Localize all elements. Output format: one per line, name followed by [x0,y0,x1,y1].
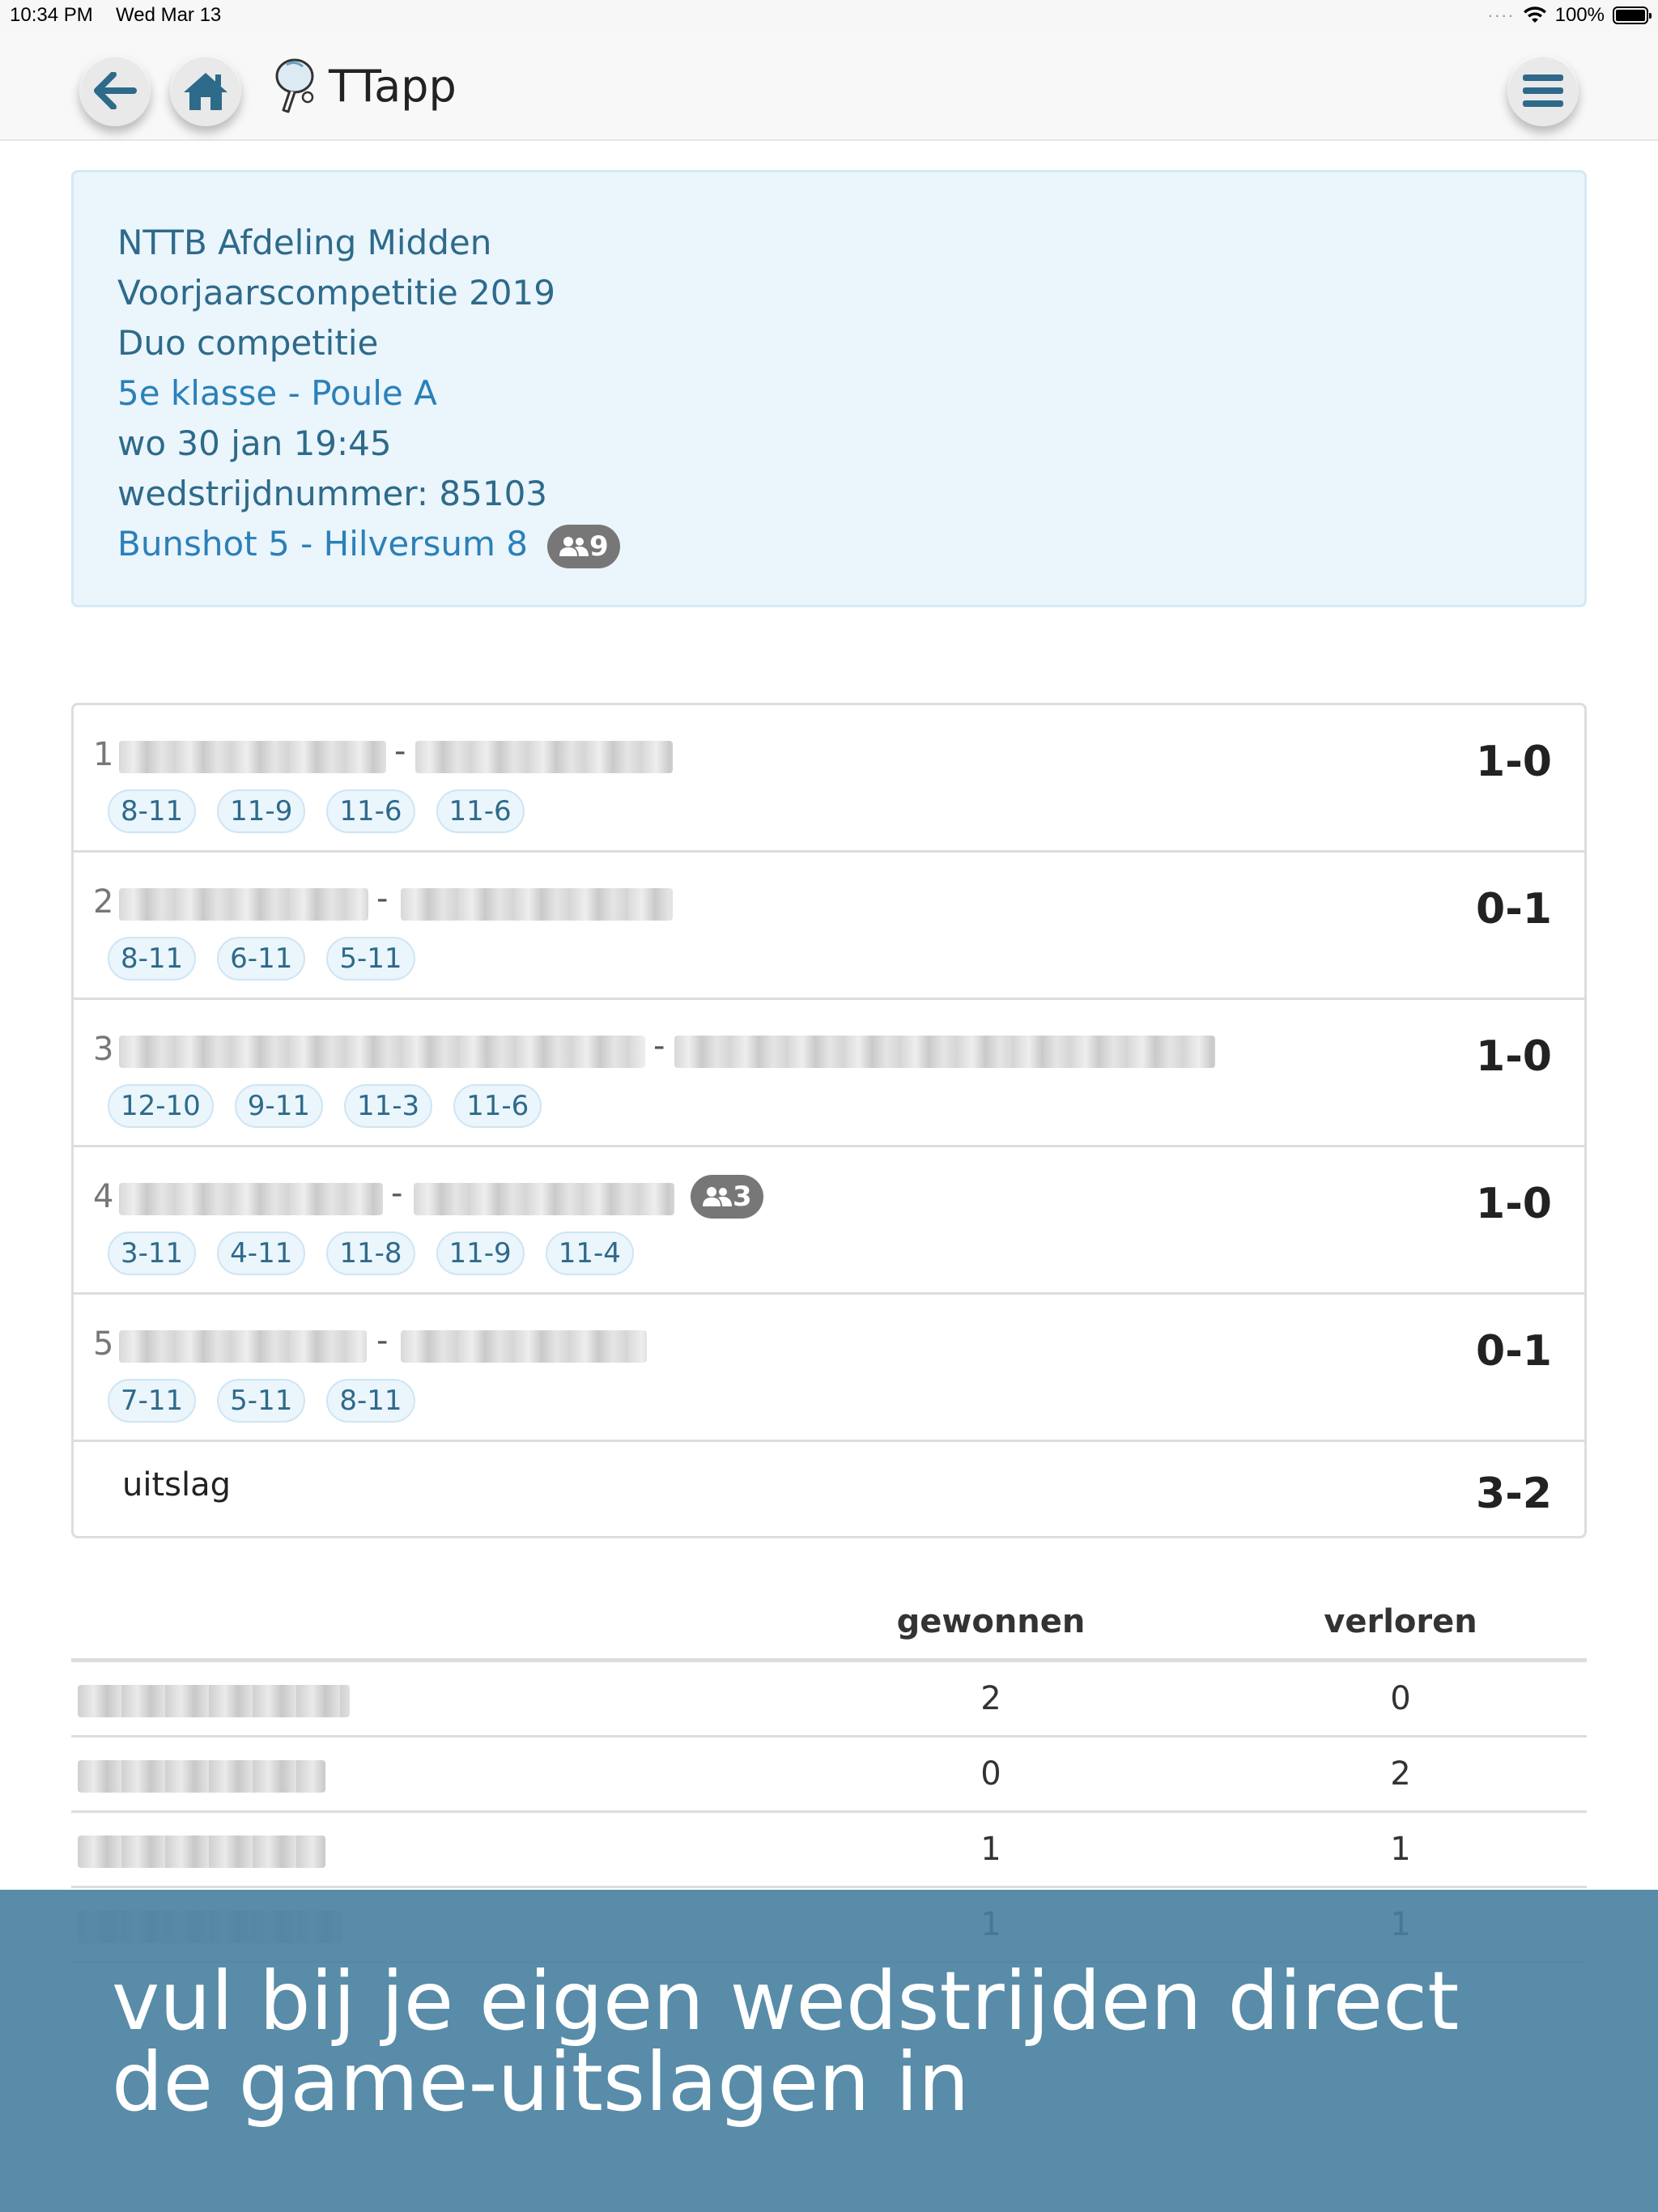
set-score[interactable]: 5-11 [217,1379,305,1423]
status-bar [0,0,1658,32]
vs-dash: - [391,1175,403,1212]
away-player-name [401,1330,647,1363]
status-right [1487,4,1648,27]
users-icon [702,1185,733,1208]
game-score: 1-0 [1476,1180,1552,1228]
set-scores [108,1231,634,1275]
set-scores [108,1084,542,1128]
games-list [71,703,1587,1538]
vs-dash: - [376,880,389,917]
result-score: 3-2 [1476,1470,1552,1518]
game-score: 1-0 [1476,1032,1552,1081]
lost-column-header: verloren [1324,1603,1477,1640]
game-row[interactable] [74,705,1584,853]
app-title: TTapp [329,60,457,112]
game-number: 1 [93,736,114,773]
set-score[interactable]: 11-6 [326,789,414,833]
set-score[interactable]: 11-6 [436,789,525,833]
brand[interactable] [272,57,457,115]
set-score[interactable]: 7-11 [108,1379,196,1423]
vs-dash: - [653,1027,665,1065]
won-count: 2 [980,1680,1001,1717]
team-badge-count: 9 [589,530,609,563]
home-icon [181,70,230,112]
set-score[interactable]: 11-9 [217,789,305,833]
competition-type: Duo competitie [117,323,379,363]
result-label: uitslag [122,1466,232,1504]
hamburger-icon [1523,73,1563,108]
set-score[interactable]: 4-11 [217,1231,305,1275]
users-icon [559,535,589,558]
home-player-name [119,741,386,773]
teams-link[interactable]: Bunshot 5 - Hilversum 8 [117,524,529,564]
set-scores [108,1379,415,1423]
won-column-header: gewonnen [896,1603,1086,1640]
set-score[interactable]: 5-11 [326,937,414,981]
set-score[interactable]: 11-4 [546,1231,634,1275]
teams-line [117,519,1584,569]
set-score[interactable]: 8-11 [326,1379,414,1423]
battery-icon [1613,6,1648,24]
game-row[interactable] [74,1000,1584,1147]
table-row [71,1662,1587,1738]
away-player-name [415,741,673,773]
home-player-name [119,1330,367,1363]
game-players-badge[interactable] [691,1175,763,1219]
caption-banner [0,1890,1658,2212]
stats-header [71,1587,1587,1662]
game-row[interactable] [74,853,1584,1000]
lost-count: 2 [1390,1755,1411,1793]
back-button[interactable] [79,55,151,126]
signal-icon: ···· [1487,5,1515,25]
caption-text: vul bij je eigen wedstrijden direct de game-uitslagen in [112,1954,1460,2129]
player-name [78,1760,325,1793]
table-row [71,1813,1587,1888]
won-count: 1 [980,1831,1001,1868]
set-score[interactable]: 11-6 [453,1084,542,1128]
match-info-panel [71,170,1587,607]
set-score[interactable]: 8-11 [108,937,196,981]
vs-dash: - [394,733,406,770]
away-player-name [414,1183,674,1215]
away-player-name [401,888,673,921]
team-players-badge[interactable] [547,525,620,568]
game-number: 5 [93,1325,114,1363]
set-score[interactable]: 12-10 [108,1084,214,1128]
match-number: wedstrijdnummer: 85103 [117,474,548,513]
set-score[interactable]: 11-9 [436,1231,525,1275]
away-player-name [674,1036,1215,1068]
player-name [78,1685,350,1717]
set-scores [108,937,415,981]
game-row[interactable] [74,1147,1584,1295]
game-number: 3 [93,1031,114,1068]
game-number: 2 [93,883,114,921]
table-row [71,1738,1587,1813]
set-score[interactable]: 11-3 [344,1084,432,1128]
menu-button[interactable] [1507,55,1579,126]
set-score[interactable]: 3-11 [108,1231,196,1275]
paddle-logo-icon [272,57,317,115]
lost-count: 1 [1390,1831,1411,1868]
game-number: 4 [93,1178,114,1215]
set-score[interactable]: 8-11 [108,789,196,833]
arrow-left-icon [93,72,137,109]
vs-dash: - [376,1322,389,1359]
competition: Voorjaarscompetitie 2019 [117,273,555,313]
home-player-name [119,888,368,921]
game-score: 1-0 [1476,738,1552,786]
division-link[interactable]: 5e klasse - Poule A [117,373,437,413]
status-time: 10:34 PM [10,4,93,26]
result-row [74,1442,1584,1536]
won-count: 0 [980,1755,1001,1793]
wifi-icon [1523,6,1547,24]
set-score[interactable]: 9-11 [235,1084,323,1128]
game-row[interactable] [74,1295,1584,1442]
game-badge-count: 3 [733,1180,752,1213]
set-scores [108,789,525,833]
status-date: Wed Mar 13 [116,4,222,26]
home-player-name [119,1183,383,1215]
match-datetime: wo 30 jan 19:45 [117,423,392,463]
organization: NTTB Afdeling Midden [117,223,492,262]
player-name [78,1836,325,1868]
home-button[interactable] [170,55,241,126]
set-score[interactable]: 6-11 [217,937,305,981]
lost-count: 0 [1390,1680,1411,1717]
game-score: 0-1 [1476,1327,1552,1376]
set-score[interactable]: 11-8 [326,1231,414,1275]
nav-bar [0,32,1658,141]
home-player-name [119,1036,645,1068]
battery-percent: 100% [1554,4,1605,26]
game-score: 0-1 [1476,885,1552,934]
